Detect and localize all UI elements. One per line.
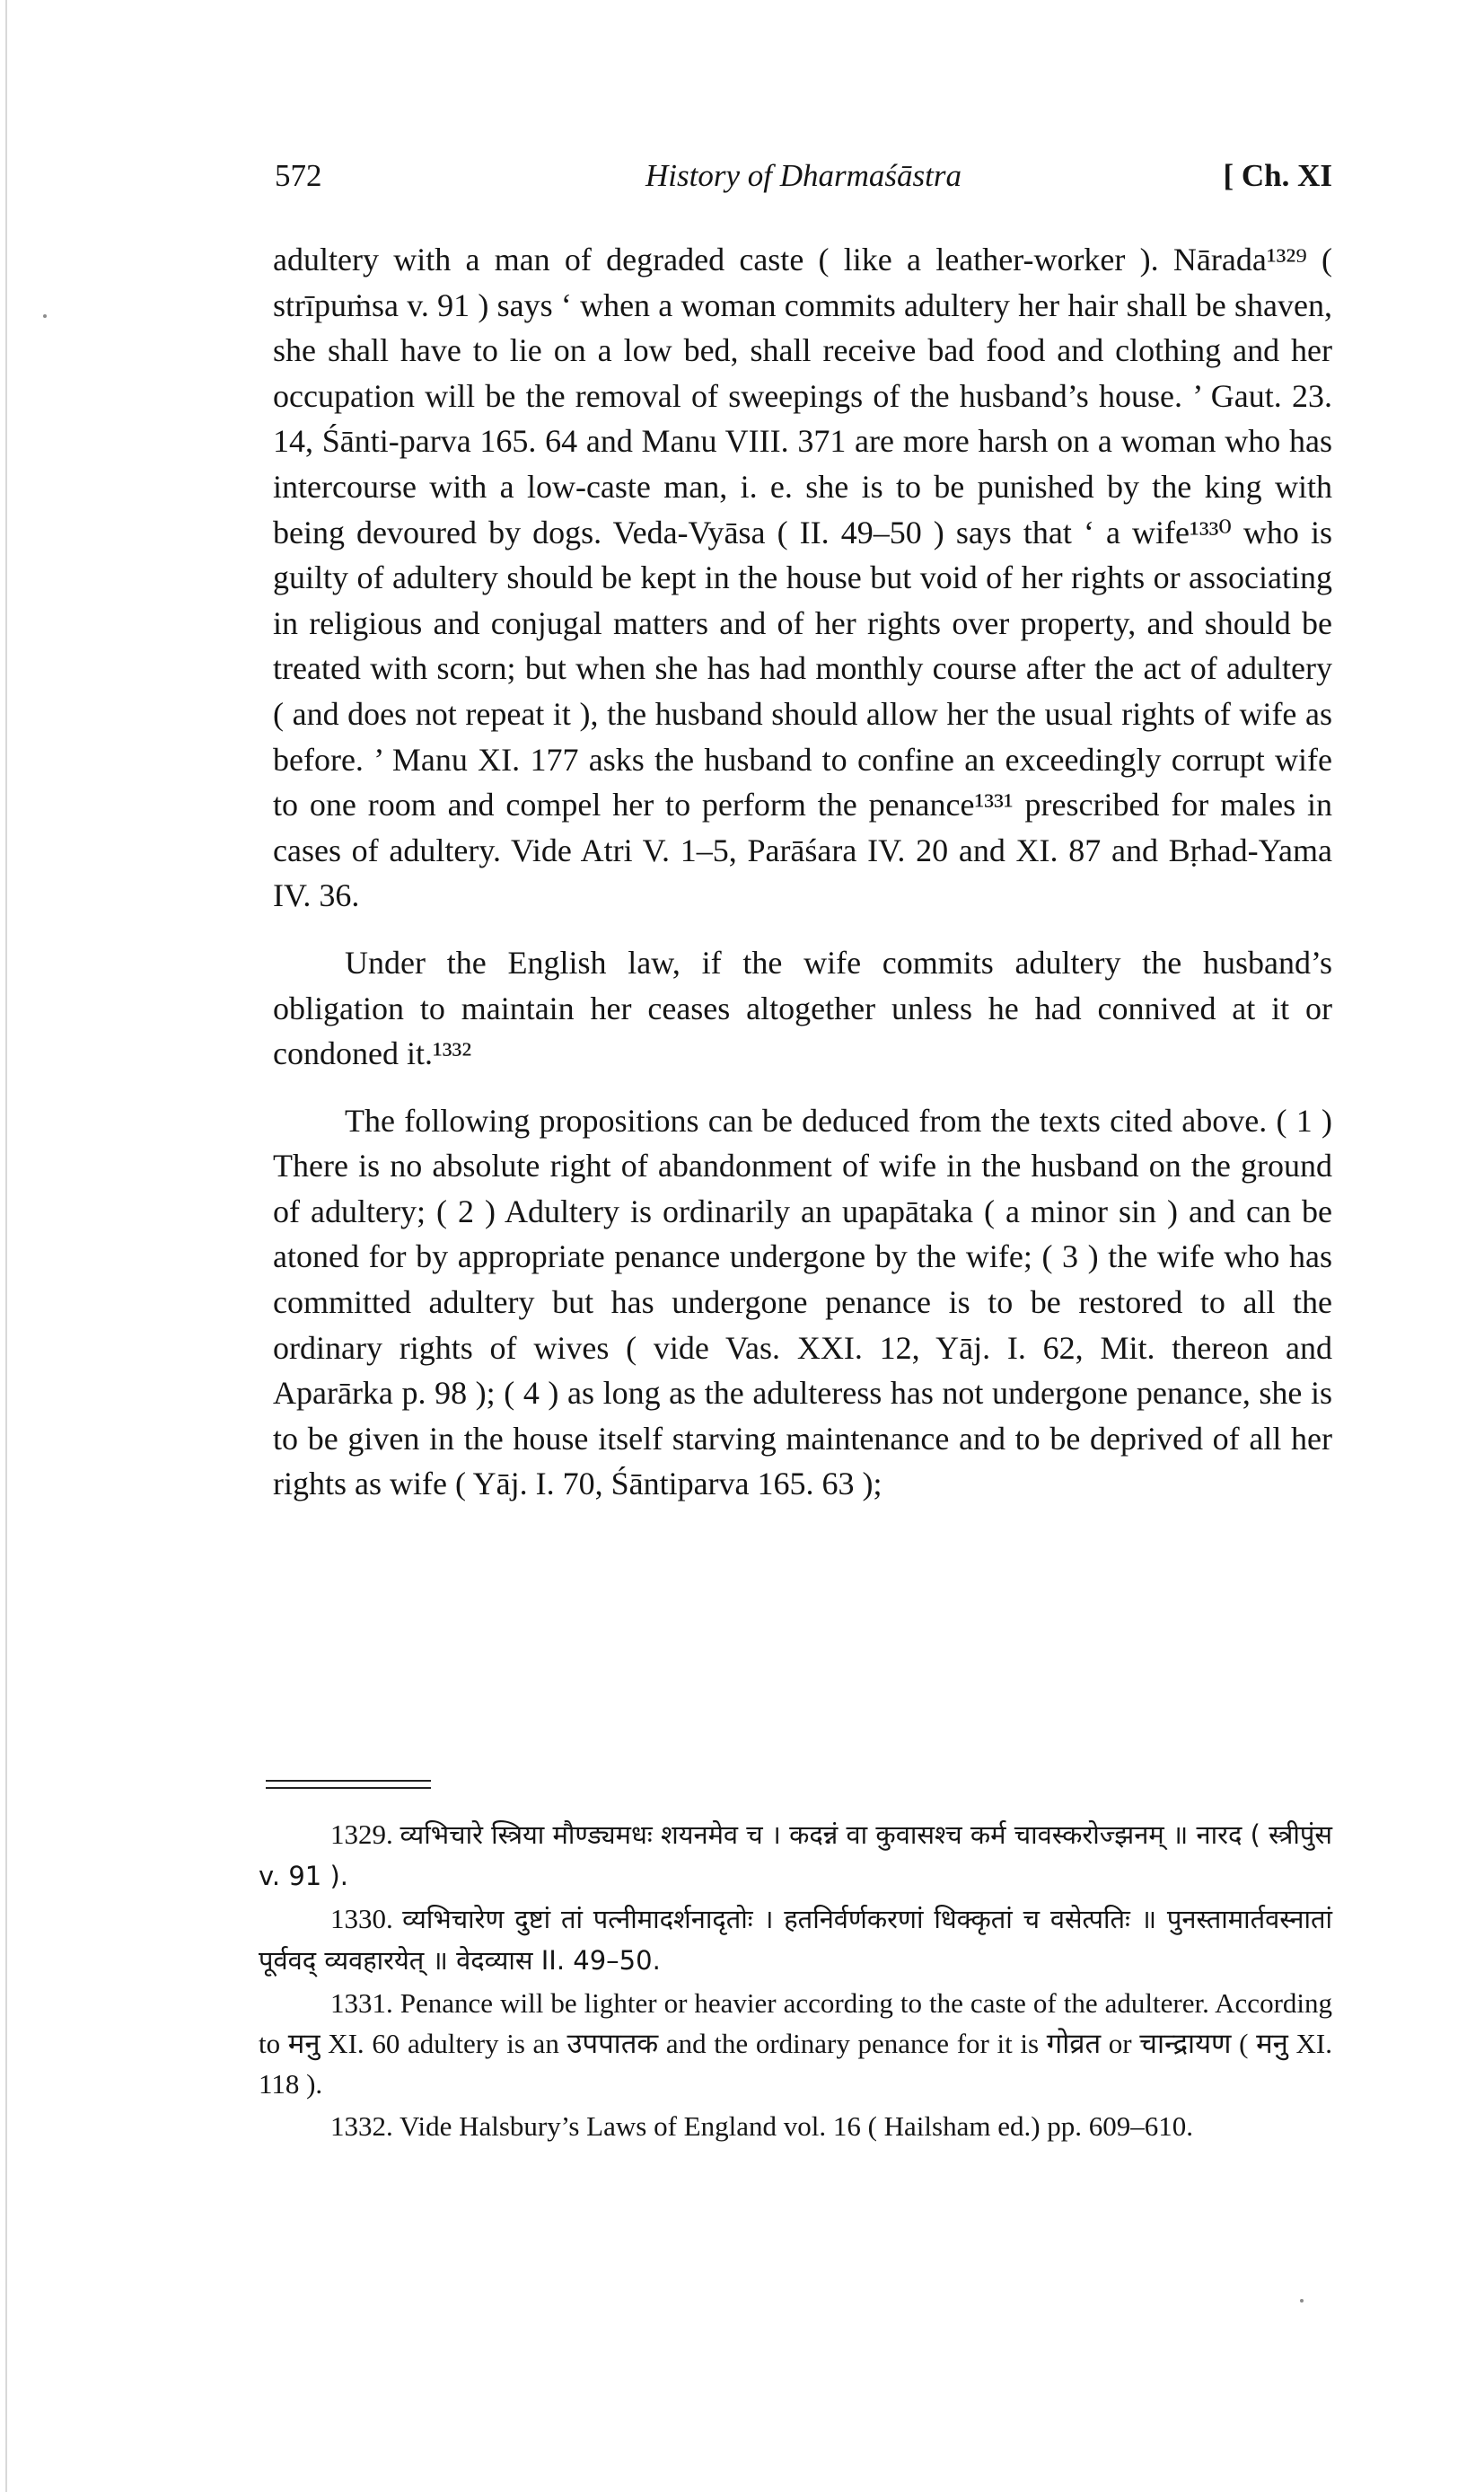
- page-number: 572: [275, 158, 322, 193]
- footnote-1329: [259, 1814, 1332, 1897]
- scan-edge-line: [5, 0, 7, 2492]
- chapter-marker: [ Ch. XI: [1223, 158, 1332, 193]
- footnote-text: Vide Halsbury’s Laws of England vol. 16 ( Hailsham ed.) pp. 609–610.: [399, 2110, 1194, 2142]
- paragraph-english-law: Under the English law, if the wife commits adultery the husband’s obligation to maintain her ceases altogether unless he had connived at it or condoned it.¹³³²: [273, 944, 1332, 1072]
- paragraph-continued: adultery with a man of degraded caste ( like a leather-worker ). Nārada¹³²⁹ ( strīpuṁsa v. 91 ) says ‘ when a woman commits adultery her hair shall be shaven, she shall have to lie on a low bed, shall receive bad food and clothing and her occupation will be the removal of sweepings of the husband’s house. ’ Gaut. 23. 14, Śānti-parva 165. 64 and Manu VIII. 371 are more harsh on a woman who has intercourse with a low-caste man, i. e. she is to be punished by the king with being devoured by dogs. Veda-Vyāsa ( II. 49–50 ) says that ‘ a wife¹³³⁰ who is guilty of adultery should be kept in the house but void of her rights or associating in religious and conjugal matters and of her rights over property, and should be treated with scorn; but when she has had monthly course after the act of adultery ( and does not repeat it ), the husband should allow her the usual rights of wife as before. ’ Manu XI. 177 asks the husband to confine an exceedingly corrupt wife to one room and compel her to perform the penance¹³³¹ prescribed for males in cases of adultery. Vide Atri V. 1–5, Parāśara IV. 20 and XI. 87 and Bṛhad-Yama IV. 36.: [273, 242, 1332, 914]
- footnote-1330: [259, 1898, 1332, 1981]
- footnote-number: 1329.: [330, 1818, 393, 1850]
- footnote-text: व्यभिचारे स्त्रिया मौण्ड्यमधः शयनमेव च । कदन्नं वा कुवासश्च कर्म चावस्करोज्झनम् ॥ नारद ( स्त्रीपुंस v. 91 ).: [259, 1819, 1333, 1891]
- scan-speck: [1300, 2299, 1304, 2303]
- footnote-text: Penance will be lighter or heavier according to the caste of the adulterer. According to मनु XI. 60 adultery is an उपपातक and the ordinary penance for it is गोव्रत or चान्द्रायण ( मनु XI. 118 ).: [259, 1987, 1333, 2100]
- main-text: [273, 237, 1332, 1507]
- paragraph-propositions: The following propositions can be deduced from the texts cited above. ( 1 ) There is no absolute right of abandonment of wife in the husband on the ground of adultery; ( 2 ) Adultery is ordinarily an upapātaka ( a minor sin ) and can be atoned for by appropriate penance undergone by the wife; ( 3 ) the wife who has committed adultery but has undergone penance is to be restored to all the ordinary rights of wives ( vide Vas. XXI. 12, Yāj. I. 62, Mit. thereon and Aparārka p. 98 ); ( 4 ) as long as the adulteress has not undergone penance, she is to be given in the house itself starving maintenance and to be deprived of all her rights as wife ( Yāj. I. 70, Śāntiparva 165. 63 );: [273, 1102, 1332, 1502]
- footnote-1331: [259, 1983, 1332, 2104]
- running-head: [275, 154, 1332, 198]
- footnote-number: 1331.: [330, 1987, 393, 2019]
- footnote-1332: [259, 2106, 1332, 2146]
- running-title: History of Dharmaśāstra: [645, 158, 962, 193]
- footnote-separator: [266, 1780, 431, 1789]
- footnotes: [259, 1814, 1332, 2146]
- footnote-number: 1330.: [330, 1903, 393, 1934]
- footnote-number: 1332.: [330, 2110, 393, 2142]
- scan-speck: [43, 314, 47, 318]
- footnote-text: व्यभिचारेण दुष्टां तां पत्नीमादर्शनादृतोः । हतनिर्वर्णकरणां धिक्कृतां च वसेत्पतिः ॥ पुनस्तामार्तवस्नातां पूर्ववद् व्यवहारयेत् ॥ वेदव्यास II. 49–50.: [259, 1904, 1332, 1976]
